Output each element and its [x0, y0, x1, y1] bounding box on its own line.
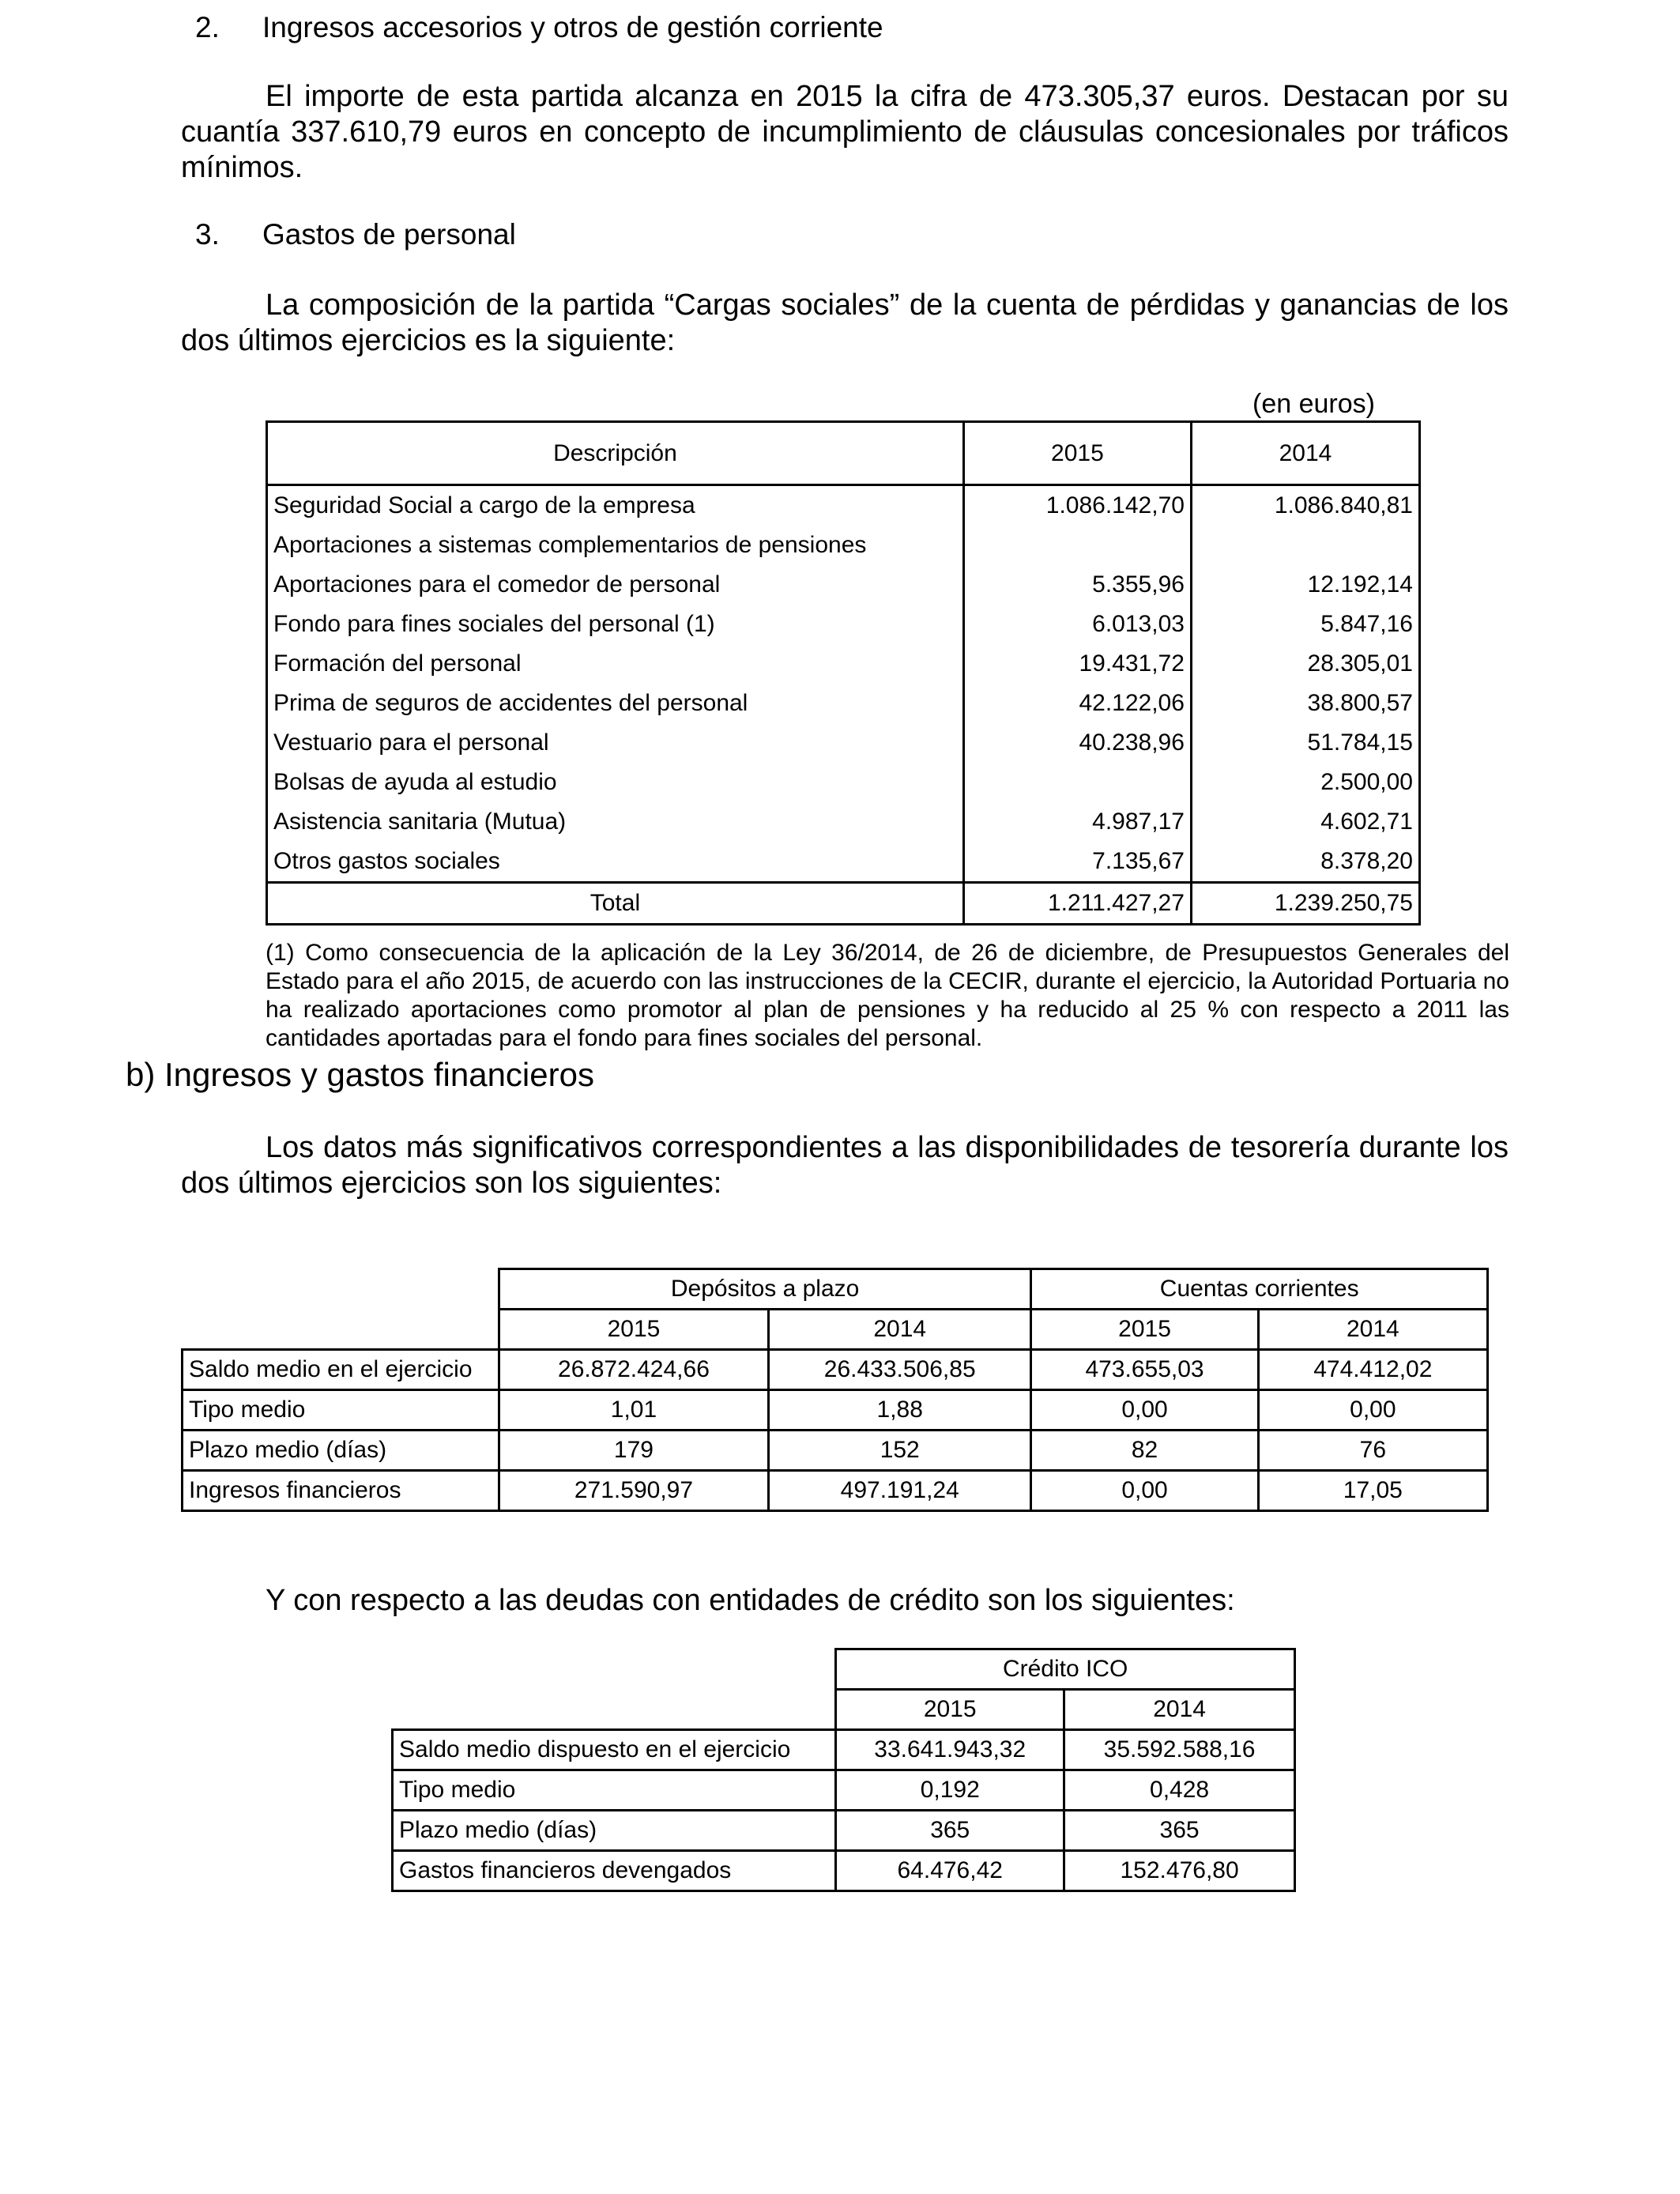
empty-cell — [393, 1690, 836, 1730]
row-label: Asistencia sanitaria (Mutua) — [267, 802, 964, 842]
total-label: Total — [267, 883, 964, 925]
row-label: Bolsas de ayuda al estudio — [267, 763, 964, 802]
table-row — [183, 1390, 1488, 1431]
value-2015 — [963, 526, 1191, 565]
treasury-group-header — [183, 1269, 1488, 1310]
row-label: Aportaciones para el comedor de personal — [267, 565, 964, 605]
unit-label: (en euros) — [1252, 389, 1375, 419]
value-2015: 42.122,06 — [963, 684, 1191, 723]
section-2-number: 2. — [195, 11, 220, 43]
table-cell: 152.476,80 — [1064, 1851, 1295, 1891]
table-cell: 64.476,42 — [836, 1851, 1064, 1891]
table-row — [393, 1730, 1295, 1770]
table-row — [267, 644, 1420, 684]
table-cell: 0,00 — [1031, 1390, 1258, 1431]
value-2015: 1.086.142,70 — [963, 485, 1191, 526]
year-header: 2014 — [1258, 1310, 1487, 1350]
table-cell: 0,00 — [1258, 1390, 1487, 1431]
empty-cell — [393, 1649, 836, 1690]
value-2014: 4.602,71 — [1191, 802, 1419, 842]
row-label: Saldo medio dispuesto en el ejercicio — [393, 1730, 836, 1770]
row-label: Tipo medio — [183, 1390, 499, 1431]
treasury-table — [181, 1268, 1489, 1512]
section-3-number: 3. — [195, 218, 220, 251]
value-2015: 4.987,17 — [963, 802, 1191, 842]
row-label: Aportaciones a sistemas complementarios de pensiones — [267, 526, 964, 565]
value-2014: 28.305,01 — [1191, 644, 1419, 684]
table-cell: 474.412,02 — [1258, 1350, 1487, 1390]
table-cell: 26.872.424,66 — [499, 1350, 768, 1390]
row-label: Gastos financieros devengados — [393, 1851, 836, 1891]
table-row — [393, 1770, 1295, 1811]
table-cell: 26.433.506,85 — [769, 1350, 1031, 1390]
value-2015: 19.431,72 — [963, 644, 1191, 684]
table-row — [183, 1471, 1488, 1511]
table-row — [267, 565, 1420, 605]
row-label: Vestuario para el personal — [267, 723, 964, 763]
treasury-year-header — [183, 1310, 1488, 1350]
value-2015: 7.135,67 — [963, 842, 1191, 883]
section-2-paragraph: El importe de esta partida alcanza en 2015 la cifra de 473.305,37 euros. Destacan por su cuantía 337.610,79 euros en concepto de incumplimiento de cláusulas concesionales por tráficos mínimos. — [181, 80, 1509, 184]
value-2014: 51.784,15 — [1191, 723, 1419, 763]
section-2-title: Ingresos accesorios y otros de gestión corriente — [262, 11, 883, 43]
section-3-paragraph: La composición de la partida “Cargas sociales” de la cuenta de pérdidas y ganancias de los dos últimos ejercicios es la siguiente: — [181, 288, 1509, 357]
debt-table — [391, 1648, 1296, 1892]
year-header: 2014 — [769, 1310, 1031, 1350]
social-table-header — [267, 422, 1420, 485]
table-row — [393, 1851, 1295, 1891]
debt-group-header — [393, 1649, 1295, 1690]
group-depositos: Depósitos a plazo — [499, 1269, 1031, 1310]
table-cell: 35.592.588,16 — [1064, 1730, 1295, 1770]
year-header: 2015 — [1031, 1310, 1258, 1350]
table-cell: 0,428 — [1064, 1770, 1295, 1811]
table-cell: 82 — [1031, 1431, 1258, 1471]
header-descripcion: Descripción — [267, 422, 964, 485]
row-label: Plazo medio (días) — [393, 1811, 836, 1851]
table-row — [267, 842, 1420, 883]
row-label: Saldo medio en el ejercicio — [183, 1350, 499, 1390]
value-2015 — [963, 763, 1191, 802]
table-row — [267, 763, 1420, 802]
value-2015: 40.238,96 — [963, 723, 1191, 763]
row-label: Prima de seguros de accidentes del personal — [267, 684, 964, 723]
row-label: Fondo para fines sociales del personal (1) — [267, 605, 964, 644]
year-header: 2015 — [499, 1310, 768, 1350]
row-label: Formación del personal — [267, 644, 964, 684]
value-2014: 5.847,16 — [1191, 605, 1419, 644]
table-row — [393, 1811, 1295, 1851]
table-row — [183, 1431, 1488, 1471]
table-row — [267, 485, 1420, 526]
value-2014: 38.800,57 — [1191, 684, 1419, 723]
table-cell: 473.655,03 — [1031, 1350, 1258, 1390]
debt-intro: Y con respecto a las deudas con entidades de crédito son los siguientes: — [266, 1584, 1235, 1617]
table-cell: 179 — [499, 1431, 768, 1471]
total-row — [267, 883, 1420, 925]
table-cell: 497.191,24 — [769, 1471, 1031, 1511]
value-2014: 12.192,14 — [1191, 565, 1419, 605]
table-row — [267, 802, 1420, 842]
section-3-title: Gastos de personal — [262, 218, 516, 251]
table-cell: 1,88 — [769, 1390, 1031, 1431]
year-header: 2015 — [836, 1690, 1064, 1730]
group-credito-ico: Crédito ICO — [836, 1649, 1295, 1690]
table-cell: 0,00 — [1031, 1471, 1258, 1511]
table-row — [183, 1350, 1488, 1390]
header-2014: 2014 — [1191, 422, 1419, 485]
total-2014: 1.239.250,75 — [1191, 883, 1419, 925]
table-cell: 0,192 — [836, 1770, 1064, 1811]
table-row — [267, 684, 1420, 723]
empty-cell — [183, 1269, 499, 1310]
row-label: Otros gastos sociales — [267, 842, 964, 883]
row-label: Plazo medio (días) — [183, 1431, 499, 1471]
group-cuentas: Cuentas corrientes — [1031, 1269, 1488, 1310]
table-row — [267, 723, 1420, 763]
value-2014: 8.378,20 — [1191, 842, 1419, 883]
table-cell: 152 — [769, 1431, 1031, 1471]
value-2015: 6.013,03 — [963, 605, 1191, 644]
table-cell: 271.590,97 — [499, 1471, 768, 1511]
social-charges-table — [266, 420, 1421, 925]
debt-year-header — [393, 1690, 1295, 1730]
header-2015: 2015 — [963, 422, 1191, 485]
table-cell: 1,01 — [499, 1390, 768, 1431]
row-label: Ingresos financieros — [183, 1471, 499, 1511]
table-row — [267, 526, 1420, 565]
row-label: Seguridad Social a cargo de la empresa — [267, 485, 964, 526]
value-2014: 2.500,00 — [1191, 763, 1419, 802]
row-label: Tipo medio — [393, 1770, 836, 1811]
table-cell: 365 — [836, 1811, 1064, 1851]
table-cell: 17,05 — [1258, 1471, 1487, 1511]
table-cell: 76 — [1258, 1431, 1487, 1471]
table-cell: 33.641.943,32 — [836, 1730, 1064, 1770]
section-b-paragraph: Los datos más significativos correspondientes a las disponibilidades de tesorería durante los dos últimos ejercicios son los siguientes: — [181, 1131, 1509, 1200]
footnote: (1) Como consecuencia de la aplicación de la Ley 36/2014, de 26 de diciembre, de Presupuestos Generales del Estado para el año 2015, de acuerdo con las instrucciones de la CECIR, durante el ejercicio, la Autoridad Portuaria no ha realizado aportaciones como promotor al plan de pensiones y ha reducido al 25 % con respecto a 2011 las cantidades aportadas para el fondo para fines sociales del personal. — [266, 940, 1509, 1051]
year-header: 2014 — [1064, 1690, 1295, 1730]
total-2015: 1.211.427,27 — [963, 883, 1191, 925]
value-2014 — [1191, 526, 1419, 565]
empty-cell — [183, 1310, 499, 1350]
section-b-title: b) Ingresos y gastos financieros — [126, 1056, 594, 1093]
value-2014: 1.086.840,81 — [1191, 485, 1419, 526]
table-cell: 365 — [1064, 1811, 1295, 1851]
table-row — [267, 605, 1420, 644]
value-2015: 5.355,96 — [963, 565, 1191, 605]
